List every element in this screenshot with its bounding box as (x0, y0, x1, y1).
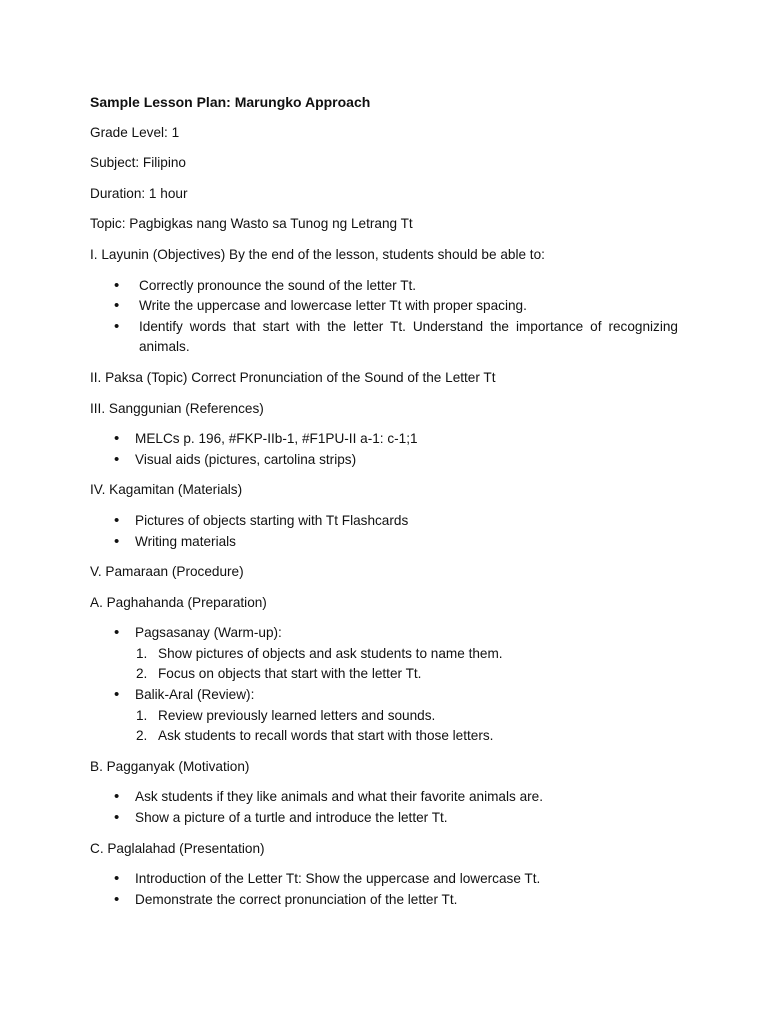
objectives-heading: I. Layunin (Objectives) By the end of the lesson, students should be able to: (90, 246, 545, 262)
list-item-warmup (90, 623, 678, 644)
list-item (90, 644, 678, 665)
presentation-list (90, 869, 678, 910)
preparation-list (90, 623, 678, 644)
step-number: 1. (136, 707, 148, 723)
list-item: • Write the uppercase and lowercase letter Tt with proper spacing. (90, 296, 678, 317)
objectives-list (90, 276, 678, 358)
list-item: • Ask students if they like animals and what their favorite animals are. (90, 787, 678, 808)
preparation-list-review (90, 685, 678, 706)
preparation-heading: A. Paghahanda (Preparation) (90, 594, 267, 610)
references-heading: III. Sanggunian (References) (90, 400, 264, 416)
step-number: 2. (136, 666, 148, 682)
duration: Duration: 1 hour (90, 185, 188, 201)
list-item (90, 726, 678, 747)
motivation-heading: B. Pagganyak (Motivation) (90, 758, 250, 774)
paksa-heading: II. Paksa (Topic) Correct Pronunciation of the Sound of the Letter Tt (90, 369, 496, 385)
list-item: • Correctly pronounce the sound of the letter Tt. (90, 276, 678, 297)
review-steps (90, 706, 678, 747)
review-label: Balik-Aral (Review): (135, 687, 255, 703)
step-text: Show pictures of objects and ask students to name them. (158, 645, 503, 661)
list-item: • Visual aids (pictures, cartolina strips) (90, 450, 678, 471)
list-item-review (90, 685, 678, 706)
document-title: Sample Lesson Plan: Marungko Approach (90, 94, 371, 110)
list-item: • Demonstrate the correct pronunciation of the letter Tt. (90, 890, 678, 911)
list-item: • Writing materials (90, 532, 678, 553)
presentation-heading: C. Paglalahad (Presentation) (90, 840, 265, 856)
references-list (90, 429, 678, 470)
step-text: Focus on objects that start with the letter Tt. (158, 666, 422, 682)
list-item (90, 706, 678, 727)
list-item: • Introduction of the Letter Tt: Show the uppercase and lowercase Tt. (90, 869, 678, 890)
list-item: • Pictures of objects starting with Tt Flashcards (90, 511, 678, 532)
topic: Topic: Pagbigkas nang Wasto sa Tunog ng Letrang Tt (90, 216, 413, 232)
list-item: • Identify words that start with the letter Tt. Understand the importance of recognizing animals. (90, 317, 678, 358)
document-body (90, 92, 678, 920)
step-text: Review previously learned letters and sounds. (158, 707, 436, 723)
list-item: • MELCs p. 196, #FKP-IIb-1, #F1PU-II a-1: c-1;1 (90, 429, 678, 450)
materials-list (90, 511, 678, 552)
warmup-steps (90, 644, 678, 685)
step-number: 2. (136, 728, 148, 744)
materials-heading: IV. Kagamitan (Materials) (90, 482, 243, 498)
motivation-list (90, 787, 678, 828)
warmup-label: Pagsasanay (Warm-up): (135, 625, 282, 641)
list-item (90, 664, 678, 685)
step-text: Ask students to recall words that start with those letters. (158, 728, 494, 744)
procedure-heading: V. Pamaraan (Procedure) (90, 564, 244, 580)
subject: Subject: Filipino (90, 155, 186, 171)
list-item: • Show a picture of a turtle and introduce the letter Tt. (90, 808, 678, 829)
grade-level: Grade Level: 1 (90, 124, 180, 140)
step-number: 1. (136, 645, 148, 661)
